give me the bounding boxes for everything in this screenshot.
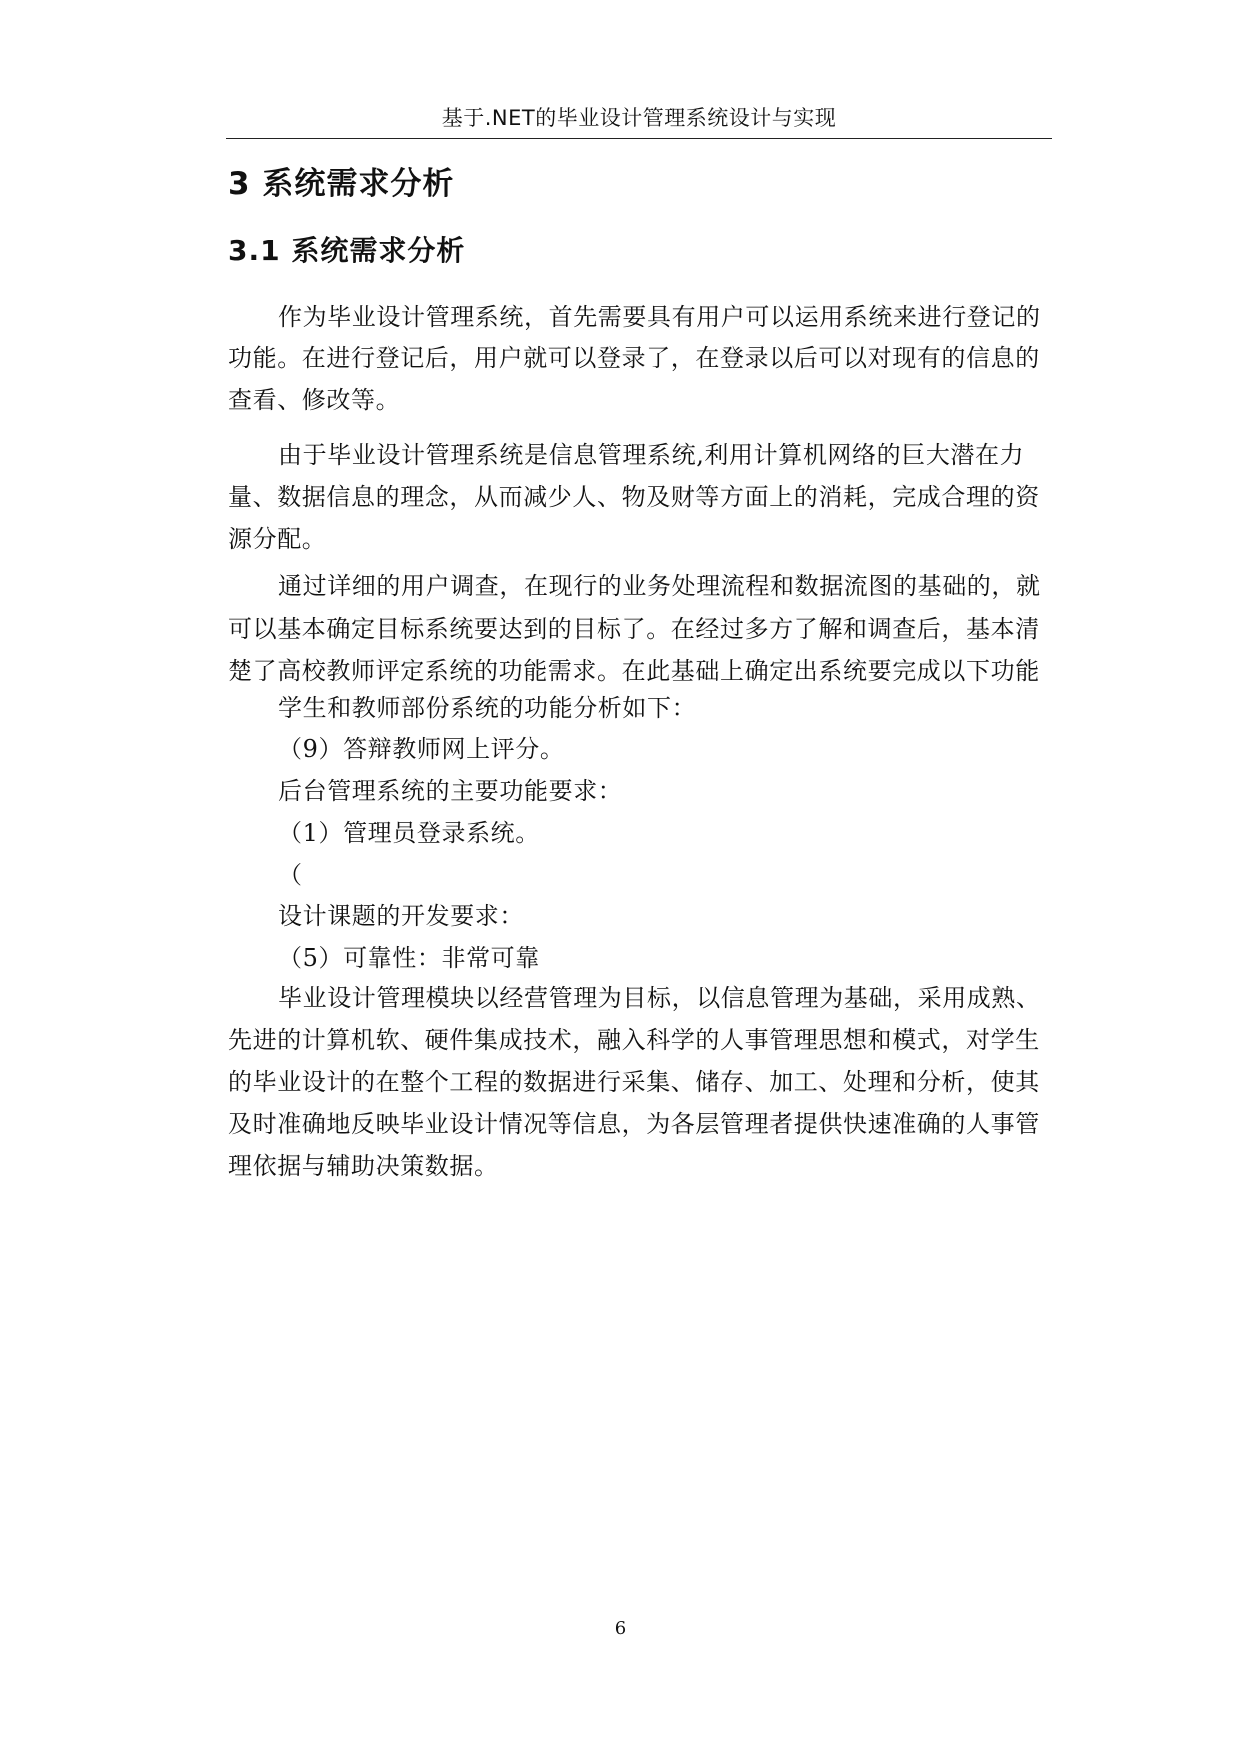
list-item: （5）可靠性：非常可靠	[278, 944, 540, 972]
chapter-title: 3 系统需求分析	[228, 166, 455, 202]
paragraph-line: 通过详细的用户调查，在现行的业务处理流程和数据流图的基础的，就	[278, 572, 1041, 600]
list-item: （	[278, 861, 303, 889]
running-header: 基于.NET的毕业设计管理系统设计与实现	[441, 106, 837, 130]
list-heading: 设计课题的开发要求：	[278, 902, 524, 930]
paragraph-line: 由于毕业设计管理系统是信息管理系统,利用计算机网络的巨大潜在力	[278, 441, 1025, 469]
paragraph-line: 功能。在进行登记后，用户就可以登录了，在登录以后可以对现有的信息的	[228, 344, 1040, 372]
list-heading: 后台管理系统的主要功能要求：	[278, 777, 623, 805]
list-item: （9）答辩教师网上评分。	[278, 735, 565, 763]
paragraph-line: 作为毕业设计管理系统，首先需要具有用户可以运用系统来进行登记的	[278, 303, 1041, 331]
paragraph-line: 的毕业设计的在整个工程的数据进行采集、储存、加工、处理和分析，使其	[228, 1068, 1040, 1096]
page-number: 6	[614, 1618, 627, 1639]
paragraph-line: 源分配。	[228, 525, 327, 553]
paragraph-line: 理依据与辅助决策数据。	[228, 1152, 499, 1180]
paragraph-line: 量、数据信息的理念，从而减少人、物及财等方面上的消耗，完成合理的资	[228, 483, 1040, 511]
paragraph-line: 可以基本确定目标系统要达到的目标了。在经过多方了解和调查后，基本清	[228, 615, 1040, 643]
list-heading: 学生和教师部份系统的功能分析如下：	[278, 694, 697, 722]
paragraph-line: 及时准确地反映毕业设计情况等信息，为各层管理者提供快速准确的人事管	[228, 1110, 1040, 1138]
header-rule	[226, 138, 1052, 139]
paragraph-line: 楚了高校教师评定系统的功能需求。在此基础上确定出系统要完成以下功能	[228, 657, 1040, 685]
list-item: （1）管理员登录系统。	[278, 819, 540, 847]
paragraph-line: 毕业设计管理模块以经营管理为目标，以信息管理为基础，采用成熟、	[278, 984, 1041, 1012]
section-title: 3.1 系统需求分析	[228, 234, 466, 267]
paragraph-line: 先进的计算机软、硬件集成技术，融入科学的人事管理思想和模式，对学生	[228, 1026, 1040, 1054]
paragraph-line: 查看、修改等。	[228, 386, 401, 414]
